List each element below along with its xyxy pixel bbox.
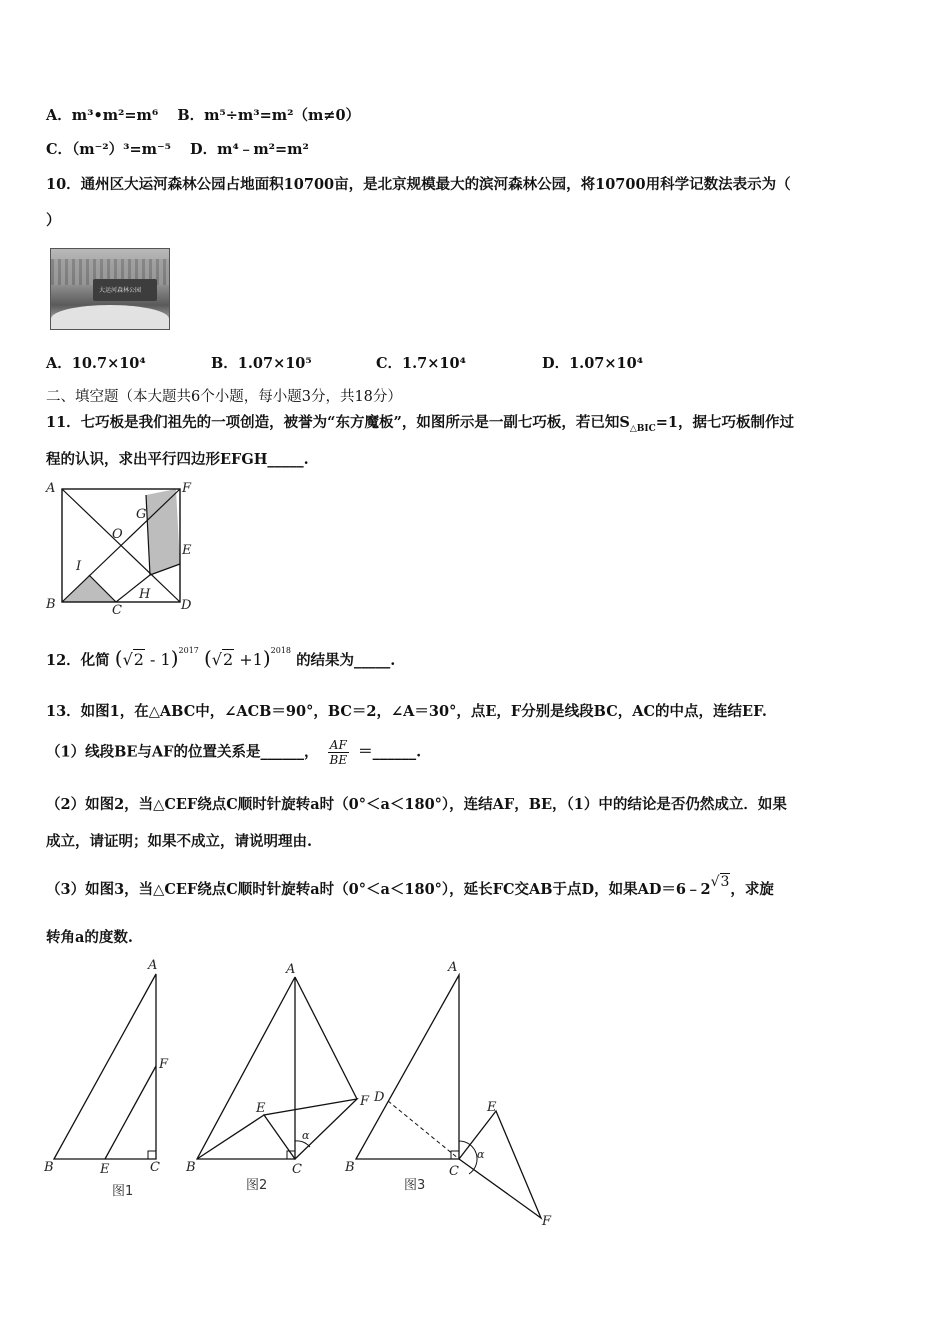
q11-stem-sub: △BIC — [629, 423, 656, 434]
fig3-triangle-cef — [459, 1111, 541, 1218]
fig2-caption: 图2 — [246, 1178, 268, 1193]
fig3-triangle-abc — [356, 975, 459, 1159]
fig3-right-angle-mark — [451, 1151, 459, 1159]
q13-part3-a: （3）如图3，当△CEF绕点C顺时针旋转a时（0°＜a＜180°），延长FC交AB于点D，如果AD＝6﹣2 — [46, 881, 711, 898]
q12-suffix: 的结果为_____. — [296, 652, 396, 669]
q13-figures — [40, 955, 570, 1235]
q9-option-a: A．m³•m²=m⁶ — [46, 107, 159, 124]
q9-options-row1 — [46, 104, 360, 125]
photo-sign-stone — [93, 279, 157, 301]
figure-3 — [344, 960, 552, 1229]
q13-part3 — [46, 874, 774, 899]
q9-option-d: D．m⁴﹣m²=m² — [190, 141, 309, 158]
tangram-label-g: G — [136, 507, 147, 522]
figure-2 — [185, 962, 370, 1193]
figure-1 — [43, 958, 169, 1199]
q11-stem — [46, 411, 794, 434]
tangram-label-e: E — [182, 543, 192, 558]
fig2-label-alpha: α — [302, 1129, 310, 1142]
fig1-right-angle-mark — [148, 1151, 156, 1159]
fig2-label-f: F — [360, 1094, 370, 1109]
q12-tail-2: +1 — [234, 650, 263, 669]
q10-stem: 10．通州区大运河森林公园占地面积10700亩，是北京规模最大的滨河森林公园，将10700用科学记数法表示为（ — [46, 176, 791, 193]
tangram-label-d: D — [181, 598, 192, 613]
fig2-triangle-cef — [264, 1099, 357, 1159]
q10-options — [46, 352, 644, 373]
fig1-triangle-abc — [54, 974, 156, 1159]
tangram-label-i: I — [76, 559, 82, 574]
fig1-label-a: A — [148, 958, 158, 973]
q12-tail-1: - 1 — [144, 650, 171, 669]
fig1-segment-ef — [105, 1066, 156, 1159]
fig2-segment-be — [197, 1115, 264, 1159]
q13-part2-line1: （2）如图2，当△CEF绕点C顺时针旋转a时（0°＜a＜180°），连结AF，BE，（1）中的结论是否仍然成立．如果 — [46, 796, 787, 813]
tangram-label-a: A — [46, 481, 56, 496]
park-photo — [50, 248, 170, 330]
fig1-label-c: C — [150, 1160, 160, 1175]
tangram-label-o: O — [112, 527, 123, 542]
q9-option-b: B．m⁵÷m³=m²（m≠0） — [177, 107, 361, 124]
q13-part3-line2: 转角a的度数. — [46, 929, 133, 946]
fig1-label-b: B — [44, 1160, 54, 1175]
fig2-label-e: E — [256, 1101, 266, 1116]
fig1-label-f: F — [159, 1057, 169, 1072]
q13-fraction-num: AF — [328, 738, 350, 753]
q13-part1-b: ＝______. — [358, 743, 422, 761]
q12-radicand-2: 2 — [222, 650, 234, 669]
q10-option-d: D．1.07×10⁴ — [542, 355, 644, 372]
fig2-triangle-abc — [197, 977, 295, 1159]
q13-part1-a: （1）线段BE与AF的位置关系是______， — [46, 743, 319, 761]
q13-fraction — [328, 738, 350, 767]
q13-part3-radicand: 3 — [720, 874, 730, 890]
section-title: 二、填空题（本大题共6个小题，每小题3分，共18分） — [46, 389, 402, 405]
tangram-label-h: H — [139, 587, 151, 602]
fig3-label-c: C — [449, 1164, 459, 1179]
fig2-label-a: A — [286, 962, 296, 977]
fig3-caption: 图3 — [404, 1178, 426, 1193]
q12-radicand-1: 2 — [133, 650, 144, 669]
q11-stem-a: 11．七巧板是我们祖先的一项创造，被誉为“东方魔板”，如图所示是一副七巧板，若已知S — [46, 414, 630, 431]
q13-fraction-den: BE — [329, 753, 348, 767]
q12-radical-1: √2 — [122, 650, 144, 669]
photo-ground — [51, 305, 169, 329]
q9-option-c: C．（m⁻²）³=m⁻⁵ — [46, 141, 171, 158]
fig3-label-b: B — [345, 1160, 355, 1175]
triangle-bic — [62, 575, 116, 602]
q9-options-row2 — [46, 138, 309, 159]
fig3-label-alpha: α — [477, 1148, 485, 1161]
parallelogram-efgh — [146, 489, 180, 575]
tangram-label-c: C — [112, 603, 122, 614]
q11-stem-b: =1，据七巧板制作过 — [655, 414, 794, 431]
q12-exponent-2: 2018 — [270, 646, 291, 655]
fig3-label-f: F — [542, 1214, 552, 1229]
q13-part3-radical: √3 — [710, 874, 730, 890]
q12-paren-close-2: ) — [262, 646, 271, 670]
q12-stem — [46, 646, 395, 670]
q12-prefix: 12．化简 — [46, 652, 110, 669]
fig3-label-d: D — [374, 1090, 385, 1105]
q12-exponent-1: 2017 — [178, 646, 199, 655]
q12-paren-open-1: ( — [114, 646, 123, 670]
q10-option-b: B．1.07×10⁵ — [211, 355, 312, 372]
q10-option-c: C．1.7×10⁴ — [376, 355, 466, 372]
tangram-label-b: B — [46, 597, 56, 612]
q13-part3-b: ，求旋 — [730, 881, 774, 898]
q13-part2-line2: 成立，请证明；如果不成立，请说明理由. — [46, 833, 313, 850]
fig2-label-b: B — [186, 1160, 196, 1175]
fig3-angle-arc — [459, 1141, 477, 1174]
fig1-caption: 图1 — [112, 1184, 134, 1199]
tangram-label-f: F — [182, 481, 192, 496]
fig2-segment-af — [295, 977, 357, 1099]
q12-radical-2: √2 — [211, 650, 234, 669]
fig3-label-e: E — [487, 1100, 497, 1115]
q13-stem: 13．如图1，在△ABC中，∠ACB＝90°，BC＝2，∠A＝30°，点E，F分别是线段BC，AC的中点，连结EF. — [46, 703, 767, 720]
q13-part1 — [46, 738, 421, 767]
fig2-label-c: C — [292, 1162, 302, 1177]
q10-stem-close: ） — [46, 212, 61, 229]
q11-stem-line2: 程的认识，求出平行四边形EFGH_____. — [46, 451, 309, 468]
q12-paren-open-2: ( — [203, 646, 212, 670]
fig1-label-e: E — [100, 1162, 110, 1177]
q10-option-a: A．10.7×10⁴ — [46, 355, 146, 372]
photo-sign-text: 大运河森林公园 — [99, 287, 142, 294]
fig3-label-a: A — [448, 960, 458, 975]
tangram-figure — [44, 478, 194, 614]
q12-paren-close-1: ) — [170, 646, 179, 670]
fig3-dashed-dc — [388, 1101, 459, 1159]
